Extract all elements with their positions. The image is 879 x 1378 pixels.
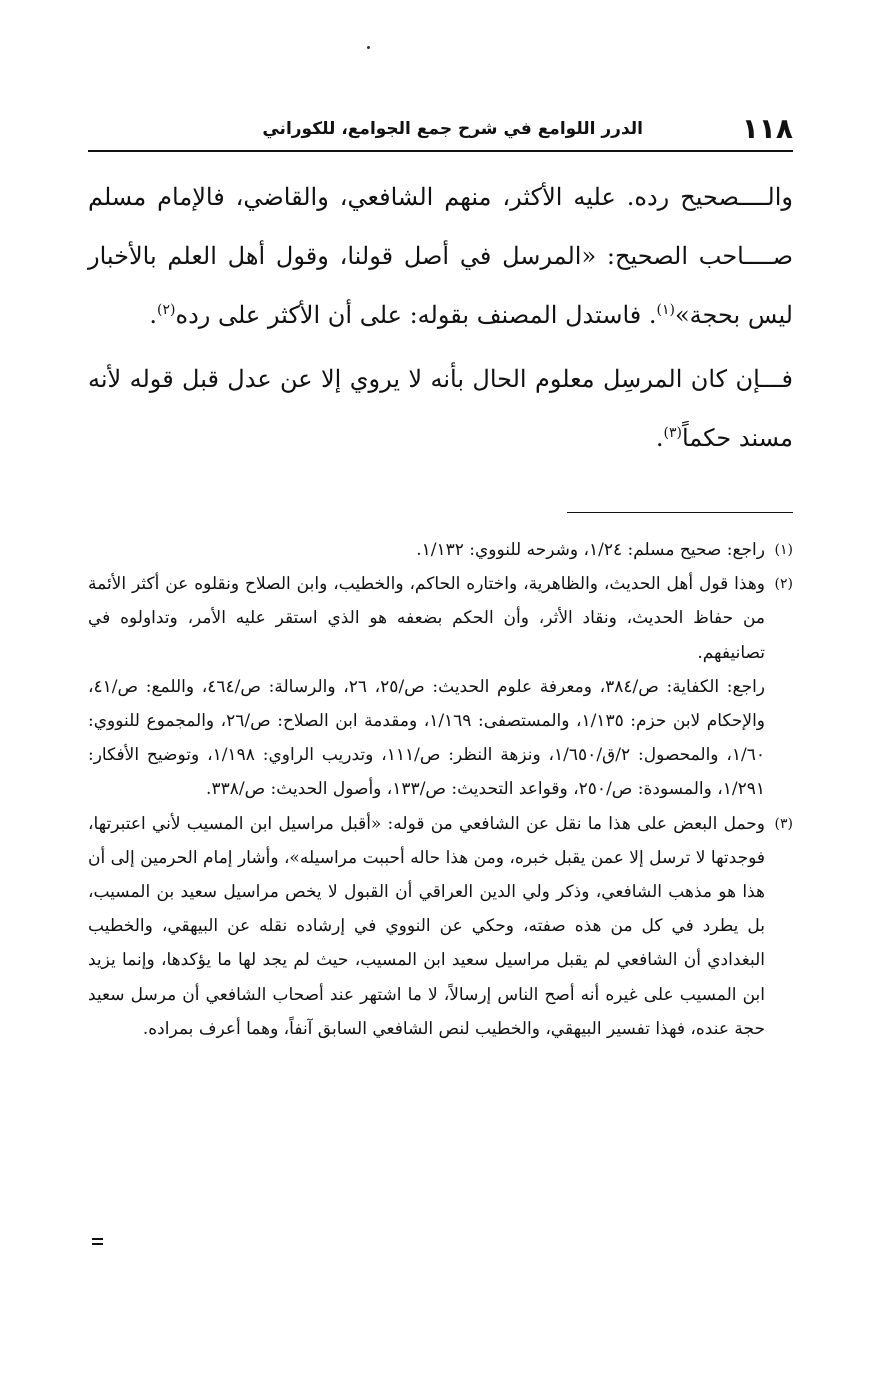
footnote-text: راجع: صحيح مسلم: ١/٢٤، وشرحه للنووي: ١/١٣٢.	[416, 540, 765, 560]
footnote	[88, 807, 793, 1046]
running-title: الدرر اللوامع في شرح جمع الجوامع، للكوراني	[262, 119, 643, 139]
footnote-text: وهذا قول أهل الحديث، والظاهرية، واختاره الحاكم، والخطيب، وابن الصلاح ونقلوه عن أكثر الأئمة من حفاظ الحديث، ونقاد الأثر، وأن الحكم بضعفه هو الذي استقر عليه الأمر، وتداولوه في تصانيفهم.	[88, 574, 765, 663]
page-number: ١١٨	[741, 112, 793, 145]
footnote-ref: (٢)	[157, 302, 176, 318]
footnote	[88, 533, 793, 567]
main-text-segment: .	[655, 424, 664, 452]
footnote-number: (٢)	[774, 576, 793, 593]
main-paragraph	[88, 350, 793, 468]
footnotes	[88, 533, 793, 1046]
footnote-ref: (١)	[656, 302, 675, 318]
page-header	[88, 112, 793, 152]
main-text-segment: فـــإن كان المرسِل معلوم الحال بأنه لا يروي إلا عن عدل قبل قوله لأنه مسند حكماً	[88, 365, 793, 452]
footnote-number: (٣)	[774, 815, 793, 832]
header-rule	[88, 150, 793, 152]
footnote-number: (١)	[774, 542, 793, 558]
main-text-segment: .	[149, 301, 158, 329]
main-text-segment: والــــصحيح رده. عليه الأكثر، منهم الشافعي، والقاضي، فالإمام مسلم صــــاحب الصحيح: «المرسل في أصل قولنا، وقول أهل العلم بالأخبار ليس بحجة»	[88, 183, 793, 329]
end-mark	[92, 1238, 103, 1245]
footnote	[88, 567, 793, 806]
footnote-separator	[567, 512, 793, 513]
main-paragraph	[88, 168, 793, 345]
footnote-references: راجع: الكفاية: ص/٣٨٤، ومعرفة علوم الحديث: ص/٢٥، ٢٦، والرسالة: ص/٤٦٤، واللمع: ص/٤١، والإحكام لابن حزم: ١/١٣٥، والمستصفى: ١/١٦٩، ومقدمة ابن الصلاح: ص/٢٦، والمجموع للنووي: ١/٦٠، والمحصول: ٢/ق/١/٦٥٠، ونزهة النظر: ص/١١١، وتدريب الراوي: ١/١٩٨، وتوضيح الأفكار: ١/٢٩١، والمسودة: ص/٢٥٠، وقواعد التحديث: ص/١٣٣، وأصول الحديث: ص/٣٣٨.	[88, 676, 766, 800]
footnote-text: وحمل البعض على هذا ما نقل عن الشافعي من قوله: «أقبل مراسيل ابن المسيب لأني اعتبرتها، فوجدتها لا ترسل إلا عمن يقبل خبره، ومن هذا حاله أحببت مراسيله»، وأشار إمام الحرمين إلى أن هذا هو مذهب الشافعي، وذكر ولي الدين العراقي أن القبول لا يخص مراسيل سعيد بن المسيب، بل يطرد في كل من هذه صفته، وحكي عن النووي في إرشاده نقله عن البيهقي، والخطيب البغدادي أن الشافعي لم يقبل مراسيل سعيد ابن المسيب، حيث لم يجد لها ما يؤكدها، وإنما يزيد ابن المسيب على غيره أنه أصح الناس إرسالاً، لا ما اشتهر عند أصحاب الشافعي أن مرسل سعيد حجة عنده، فهذا تفسير البيهقي، والخطيب لنص الشافعي السابق آنفاً، وهما أعرف بمراده.	[88, 813, 765, 1039]
print-speck	[367, 46, 370, 49]
main-text-segment: . فاستدل المصنف بقوله: على أن الأكثر على رده	[175, 301, 657, 329]
main-text	[88, 168, 793, 468]
footnote-ref: (٣)	[663, 425, 682, 441]
